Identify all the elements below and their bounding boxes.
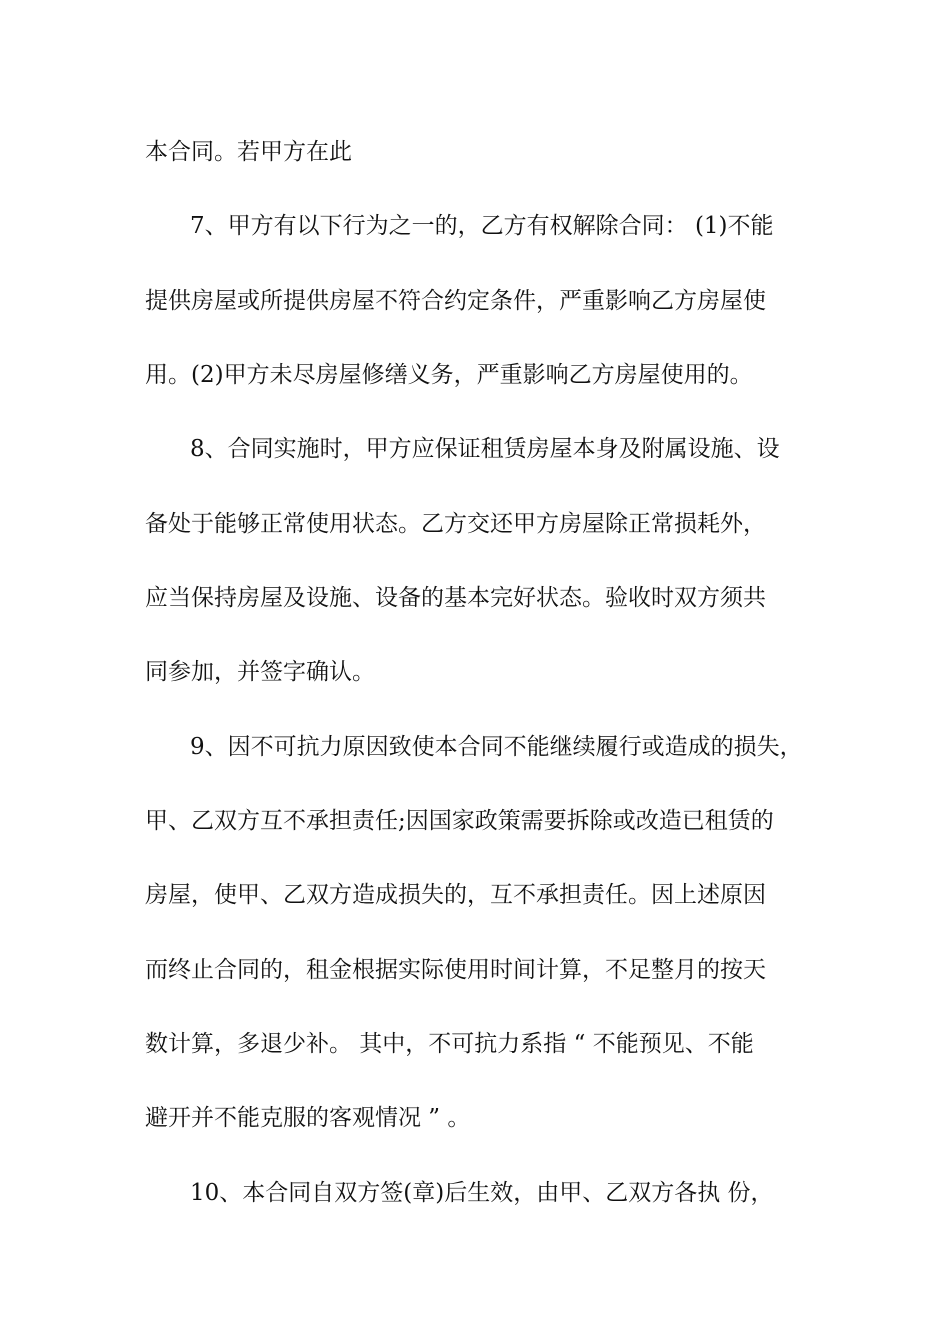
text-line: 用。(2)甲方未尽房屋修缮义务，严重影响乙方房屋使用的。	[145, 362, 753, 388]
text-line: 备处于能够正常使用状态。乙方交还甲方房屋除正常损耗外，	[145, 511, 766, 537]
text-line: 应当保持房屋及设施、设备的基本完好状态。验收时双方须共	[145, 585, 766, 611]
text-line: 本合同。若甲方在此	[145, 139, 352, 165]
text-line: 同参加，并签字确认。	[145, 659, 375, 685]
clause-9-line: 9、因不可抗力原因致使本合同不能继续履行或造成的损失，	[190, 734, 803, 760]
text-line: 数计算，多退少补。 其中，不可抗力系指 “ 不能预见、不能	[145, 1031, 754, 1057]
clause-8-line: 8、合同实施时，甲方应保证租赁房屋本身及附属设施、设	[190, 436, 780, 462]
text-line: 甲、乙双方互不承担责任;因国家政策需要拆除或改造已租赁的	[145, 808, 774, 834]
clause-7-line: 7、甲方有以下行为之一的，乙方有权解除合同： (1)不能	[190, 213, 774, 239]
text-line: 而终止合同的，租金根据实际使用时间计算，不足整月的按天	[145, 957, 766, 983]
text-line: 提供房屋或所提供房屋不符合约定条件，严重影响乙方房屋使	[145, 288, 766, 314]
text-line: 房屋，使甲、乙双方造成损失的，互不承担责任。因上述原因	[145, 882, 766, 908]
text-line: 避开并不能克服的客观情况 ” 。	[145, 1105, 471, 1131]
clause-10-line: 10、本合同自双方签(章)后生效，由甲、乙双方各执 份，	[190, 1180, 774, 1206]
